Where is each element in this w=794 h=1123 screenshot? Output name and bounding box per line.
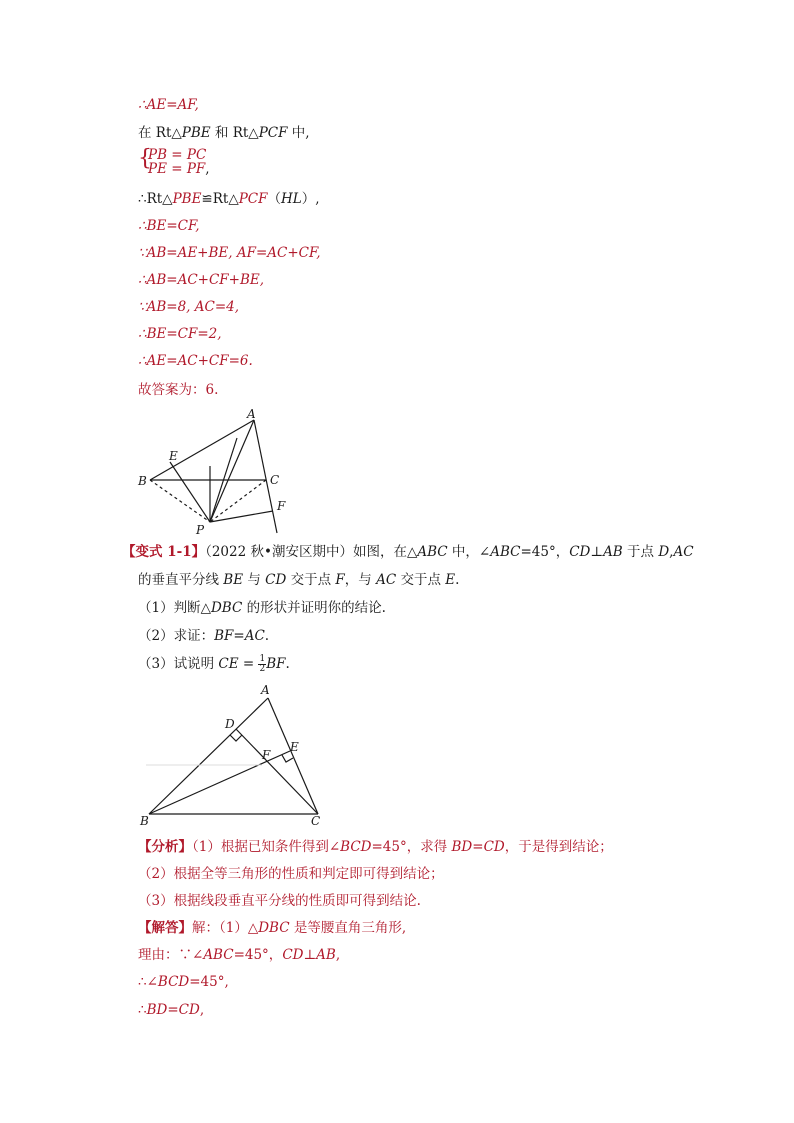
question-3 — [138, 655, 290, 674]
text: 中，∠ — [447, 544, 491, 560]
text: （2022 秋•潮安区期中）如图，在△ — [205, 544, 418, 560]
proof-line-5: ∵AB=AE+BE, AF=AC+CF, — [138, 245, 321, 261]
solution-line-4 — [138, 1001, 204, 1019]
text: =45°， — [233, 947, 283, 963]
text: 交于点 — [396, 572, 446, 588]
text: =45°, — [189, 974, 229, 990]
label-f: F — [262, 748, 271, 762]
text: BE — [223, 572, 244, 588]
edge-ba — [149, 698, 268, 814]
text: E — [445, 572, 456, 588]
question-1 — [138, 599, 386, 617]
text: BF — [214, 628, 234, 644]
text: = — [238, 656, 259, 672]
text: ，与 — [344, 572, 377, 588]
text: HL — [281, 191, 302, 207]
text: AC — [244, 628, 265, 644]
proof-line-7: ∵AB=8, AC=4, — [138, 299, 240, 315]
text: 在 Rt△ — [138, 125, 182, 141]
text: BCD — [157, 974, 190, 990]
text: ）, — [301, 191, 320, 207]
analysis-line-3: （3）根据线段垂直平分线的性质即可得到结论. — [138, 893, 421, 909]
text: PE = PF — [148, 161, 206, 177]
text: 理由：∵∠ — [138, 947, 204, 963]
text: BD — [451, 839, 473, 855]
text: ABC — [203, 947, 234, 963]
variant-tag: 【变式 1-1】 — [122, 544, 206, 560]
edge-pf — [210, 511, 273, 522]
text: AC — [376, 572, 397, 588]
text: ，于是得到结论； — [504, 839, 613, 855]
solution-line-3 — [138, 973, 229, 991]
text: （1）判断△ — [138, 600, 211, 616]
text: CD — [569, 544, 591, 560]
text: = — [167, 1002, 179, 1018]
label-c: C — [270, 473, 280, 487]
analysis-line-1 — [138, 838, 613, 856]
text: AB — [316, 947, 336, 963]
label-e: E — [290, 740, 299, 754]
text: ABC — [417, 544, 448, 560]
system-brace: { — [138, 146, 152, 171]
proof-line-8: ∴BE=CF=2, — [138, 326, 222, 342]
text: AC — [673, 544, 694, 560]
label-d: D — [225, 717, 235, 731]
text: 的形状并证明你的结论. — [242, 600, 386, 616]
text: （1）根据已知条件得到∠ — [192, 839, 341, 855]
text: 的垂直平分线 — [138, 572, 224, 588]
question-2 — [138, 627, 269, 645]
edge-pb — [150, 480, 210, 522]
label-f: F — [277, 499, 286, 513]
variant-line-1 — [122, 543, 694, 561]
text: . — [264, 628, 270, 644]
text: CD — [265, 572, 287, 588]
proof-line-9: ∴AE=AC+CF=6. — [138, 353, 253, 369]
text: = — [233, 628, 245, 644]
proof-line-1: ∴AE=AF, — [138, 97, 199, 113]
edge-ap — [210, 420, 254, 522]
text: 于点 — [622, 544, 659, 560]
text: PCF — [258, 125, 288, 141]
text: PCF — [238, 191, 268, 207]
numerator: 1 — [259, 654, 266, 664]
label-c: C — [311, 814, 321, 828]
right-angle-e — [282, 755, 293, 762]
variant-line-2 — [138, 571, 459, 589]
text: ∴Rt△ — [138, 191, 173, 207]
edge-ab — [150, 420, 254, 480]
text: 交于点 — [286, 572, 336, 588]
text: 中, — [287, 125, 310, 141]
text: , — [669, 544, 674, 560]
text: （2）求证： — [138, 628, 215, 644]
label-a: A — [247, 407, 256, 421]
text: , — [205, 161, 210, 177]
right-angle-d — [230, 735, 242, 741]
text: CE — [218, 656, 239, 672]
text: , — [335, 947, 341, 963]
text: ⊥ — [590, 544, 604, 560]
text: ∴ — [138, 1002, 147, 1018]
text: （3）试说明 — [138, 656, 219, 672]
text: BF — [266, 656, 286, 672]
text: ABC — [490, 544, 521, 560]
text: DBC — [258, 920, 290, 936]
text: BD — [146, 1002, 168, 1018]
text: CD — [178, 1002, 200, 1018]
text: . — [285, 656, 290, 672]
label-b: B — [140, 814, 149, 828]
text: CD — [282, 947, 304, 963]
denominator: 2 — [259, 664, 266, 674]
segment-cd — [236, 729, 318, 814]
figure-1 — [130, 404, 300, 540]
text: DBC — [210, 600, 243, 616]
text: F — [335, 572, 345, 588]
proof-line-2 — [138, 124, 310, 142]
text: 解：（1）△ — [192, 920, 259, 936]
text: , — [199, 1002, 205, 1018]
label-b: B — [138, 474, 147, 488]
text: ≌Rt△ — [201, 191, 239, 207]
equation-system — [148, 148, 210, 176]
answer-line: 故答案为：6. — [138, 382, 219, 398]
text: D — [658, 544, 670, 560]
equation-2 — [148, 162, 210, 176]
edge-pc — [210, 480, 266, 522]
text: 与 — [243, 572, 266, 588]
analysis-tag: 【分析】 — [138, 839, 192, 855]
proof-line-6: ∴AB=AC+CF+BE, — [138, 272, 265, 288]
edge-pe — [170, 462, 210, 522]
text: . — [455, 572, 460, 588]
text: =45°， — [520, 544, 570, 560]
label-p: P — [196, 523, 205, 537]
label-e: E — [169, 449, 178, 463]
text: PBE — [181, 125, 211, 141]
solution-tag: 【解答】 — [138, 920, 192, 936]
equation-1: PB = PC — [148, 147, 207, 163]
text: 是等腰直角三角形, — [289, 920, 407, 936]
text: PBE — [172, 191, 202, 207]
solution-line-1 — [138, 919, 406, 937]
solution-line-2 — [138, 946, 340, 964]
text: ⊥ — [303, 947, 317, 963]
text: （ — [267, 191, 281, 207]
figure-2 — [136, 680, 332, 828]
proof-line-3 — [138, 190, 320, 208]
edge-ac — [268, 698, 318, 814]
text: = — [472, 839, 484, 855]
text: =45°，求得 — [371, 839, 452, 855]
text: AB — [603, 544, 623, 560]
text: BCD — [340, 839, 372, 855]
text: CD — [483, 839, 505, 855]
label-a: A — [261, 683, 270, 697]
analysis-line-2: （2）根据全等三角形的性质和判定即可得到结论； — [138, 866, 444, 882]
text: ∴∠ — [138, 974, 158, 990]
proof-line-4: ∴BE=CF, — [138, 218, 200, 234]
text: 和 Rt△ — [210, 125, 259, 141]
